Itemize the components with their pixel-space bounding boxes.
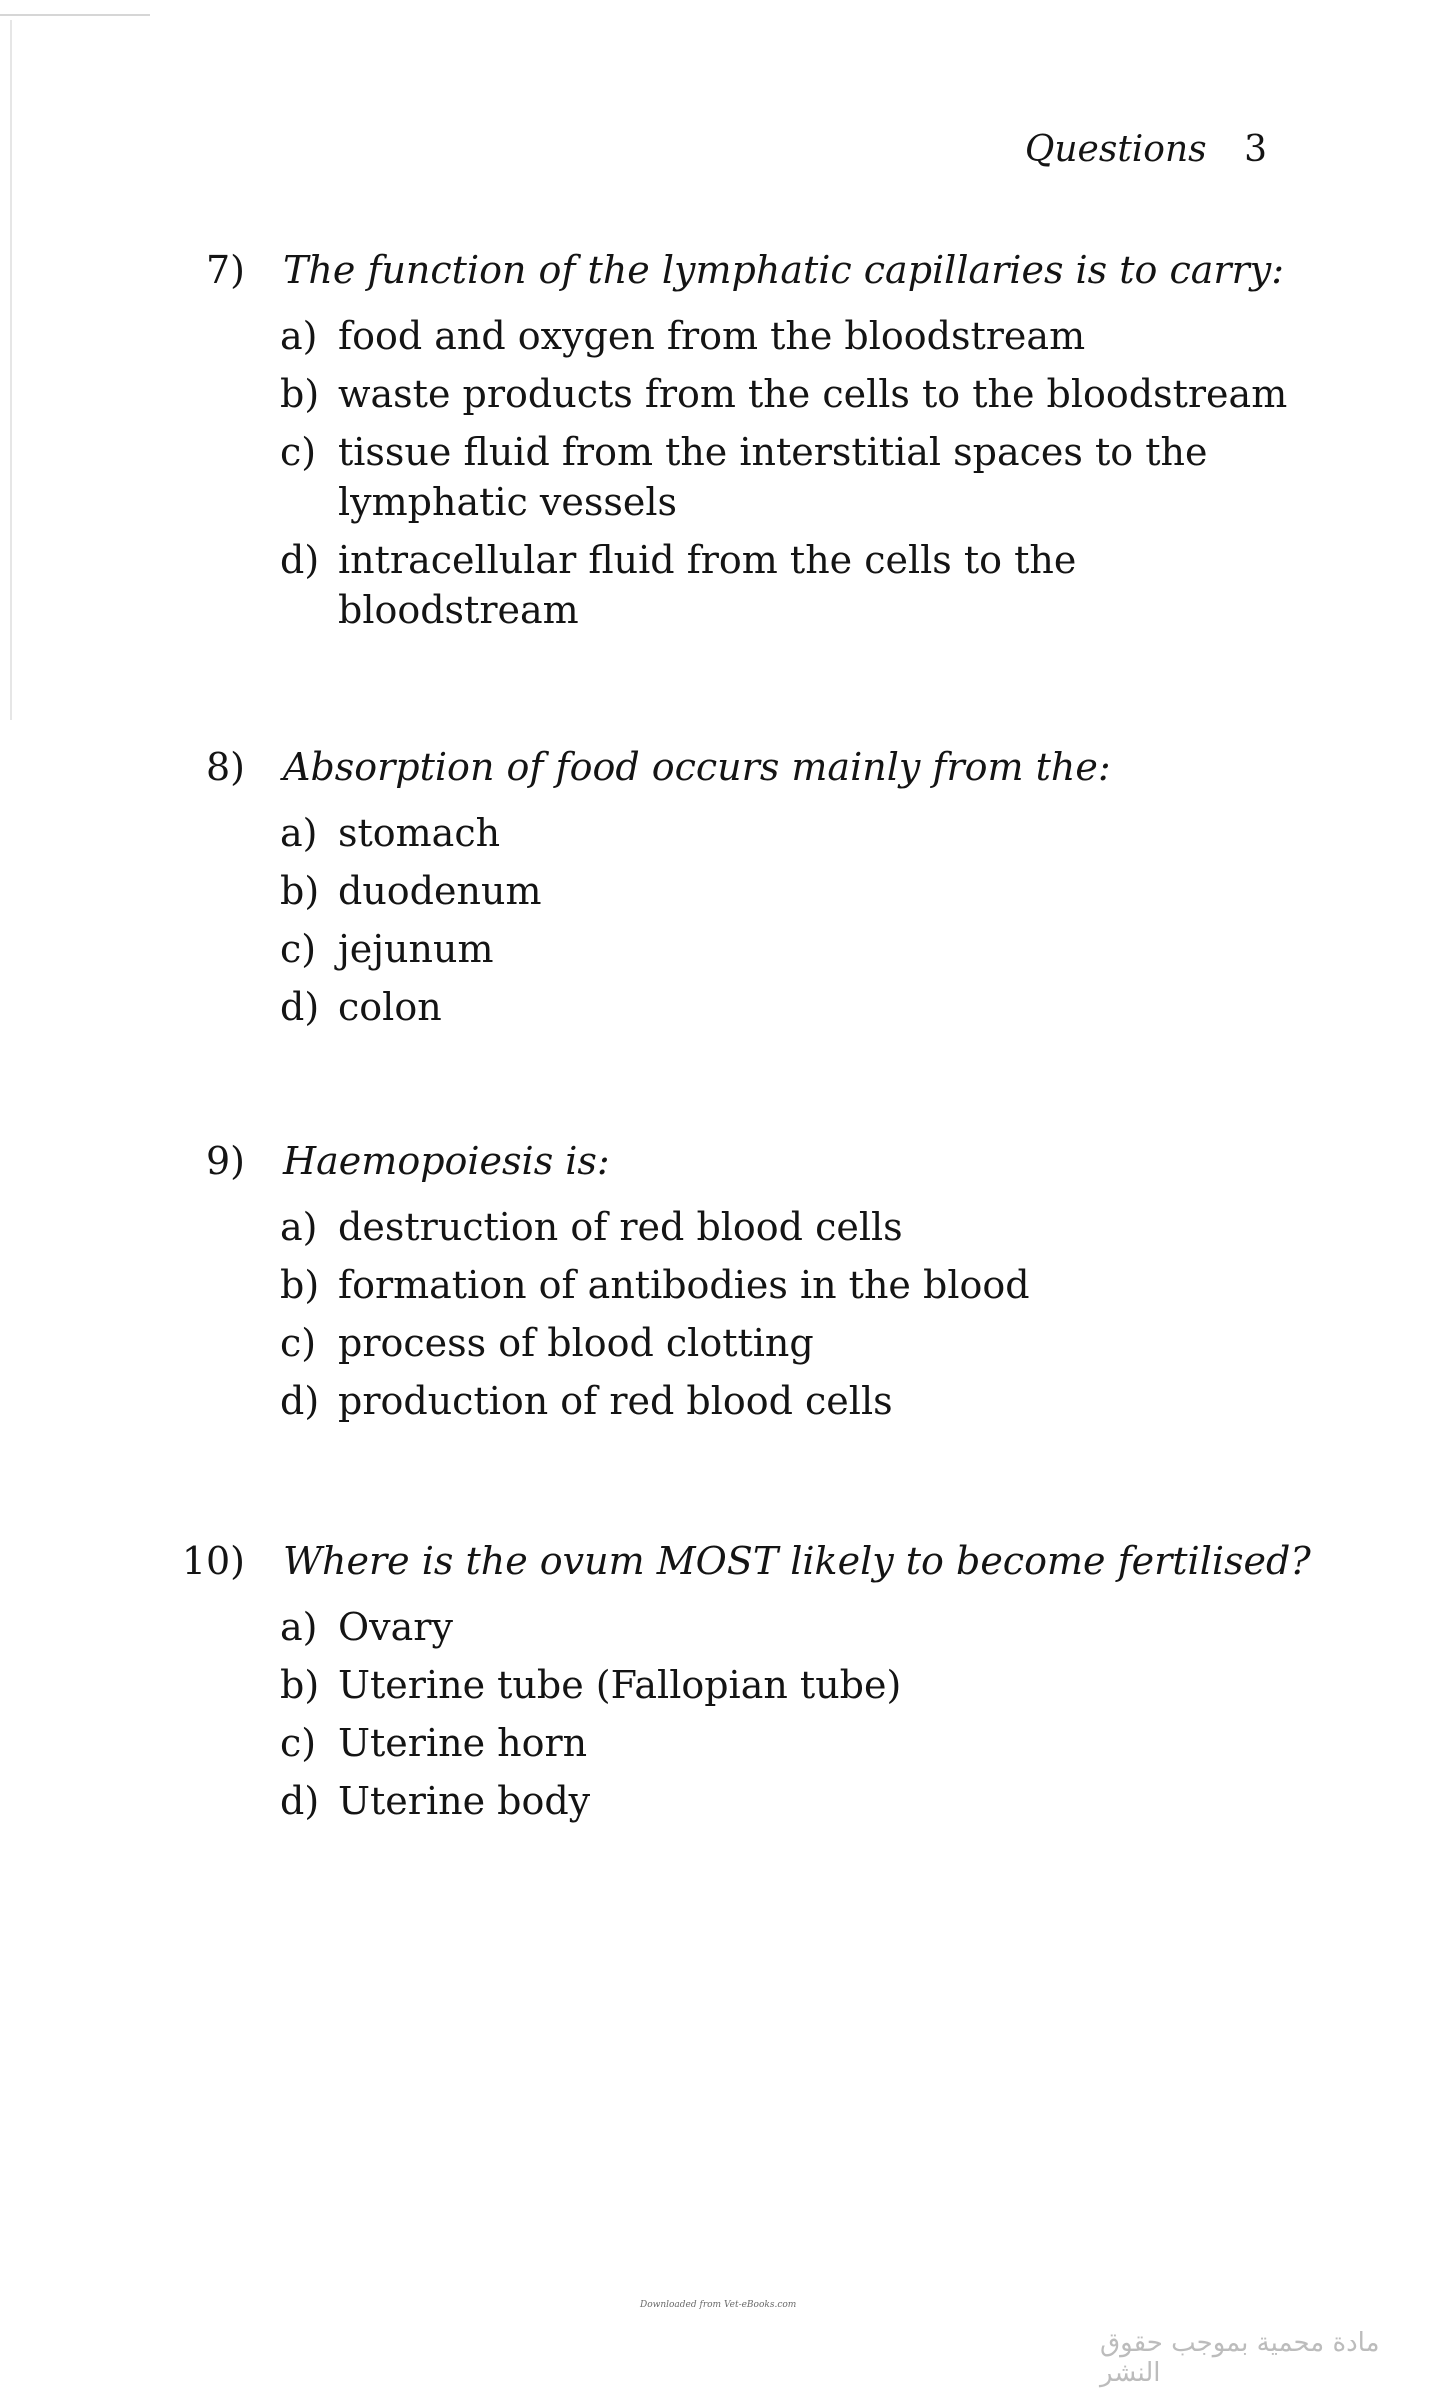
- running-header: [1025, 128, 1267, 172]
- option-letter: b): [280, 869, 320, 913]
- option-text: destruction of red blood cells: [338, 1205, 903, 1249]
- option-letter: a): [280, 1605, 318, 1649]
- question-number: 8): [205, 745, 245, 789]
- option-c: [280, 924, 541, 974]
- option-list: [280, 311, 1287, 643]
- option-b: [280, 866, 541, 916]
- option-text: colon: [338, 985, 442, 1029]
- question-number: 10): [181, 1539, 245, 1583]
- option-letter: c): [280, 927, 317, 971]
- option-text: Uterine horn: [338, 1721, 588, 1765]
- option-text: Ovary: [338, 1605, 453, 1649]
- option-letter: b): [280, 372, 320, 416]
- option-text: tissue fluid from the interstitial spaces to the lymphatic vessels: [338, 430, 1208, 524]
- option-d: [280, 535, 1287, 635]
- page-edge-left: [10, 20, 12, 720]
- question-text: Where is the ovum MOST likely to become fertilised?: [283, 1539, 1311, 1583]
- option-text: food and oxygen from the bloodstream: [338, 314, 1086, 358]
- option-letter: d): [280, 1779, 320, 1823]
- option-a: [280, 808, 541, 858]
- option-d: [280, 1376, 1030, 1426]
- option-text: Uterine body: [338, 1779, 591, 1823]
- question-text: Absorption of food occurs mainly from the:: [283, 745, 1111, 789]
- option-letter: b): [280, 1663, 320, 1707]
- option-text: duodenum: [338, 869, 542, 913]
- option-d: [280, 982, 541, 1032]
- footer-credit: Downloaded from Vet-eBooks.com: [640, 2300, 797, 2310]
- option-text: process of blood clotting: [338, 1321, 814, 1365]
- section-title: Questions: [1024, 129, 1207, 170]
- option-letter: a): [280, 1205, 318, 1249]
- question-text: Haemopoiesis is:: [283, 1139, 610, 1183]
- copyright-watermark: مادة محمية بموجب حقوق النشر: [1100, 2328, 1380, 2388]
- question-number: 9): [205, 1139, 245, 1183]
- option-text: formation of antibodies in the blood: [338, 1263, 1030, 1307]
- option-a: [280, 1202, 1030, 1252]
- option-list: [280, 808, 541, 1040]
- option-list: [280, 1602, 901, 1834]
- option-text: stomach: [338, 811, 501, 855]
- option-letter: d): [280, 538, 320, 582]
- option-text: Uterine tube (Fallopian tube): [338, 1663, 902, 1707]
- option-text: waste products from the cells to the bloodstream: [338, 372, 1288, 416]
- option-c: [280, 1318, 1030, 1368]
- option-text: jejunum: [338, 927, 494, 971]
- option-letter: a): [280, 314, 318, 358]
- option-b: [280, 369, 1287, 419]
- page-number: 3: [1244, 129, 1267, 170]
- option-letter: a): [280, 811, 318, 855]
- option-letter: d): [280, 985, 320, 1029]
- option-c: [280, 1718, 901, 1768]
- option-list: [280, 1202, 1030, 1434]
- option-letter: c): [280, 1721, 317, 1765]
- option-b: [280, 1260, 1030, 1310]
- option-letter: b): [280, 1263, 320, 1307]
- option-text: production of red blood cells: [338, 1379, 893, 1423]
- option-letter: c): [280, 430, 317, 474]
- question-text: The function of the lymphatic capillaries is to carry:: [283, 248, 1285, 292]
- option-a: [280, 1602, 901, 1652]
- option-a: [280, 311, 1287, 361]
- option-d: [280, 1776, 901, 1826]
- option-text: intracellular fluid from the cells to the bloodstream: [338, 538, 1077, 632]
- option-letter: c): [280, 1321, 317, 1365]
- option-c: [280, 427, 1287, 527]
- option-letter: d): [280, 1379, 320, 1423]
- page-edge-top: [0, 14, 150, 16]
- option-b: [280, 1660, 901, 1710]
- question-number: 7): [205, 248, 245, 292]
